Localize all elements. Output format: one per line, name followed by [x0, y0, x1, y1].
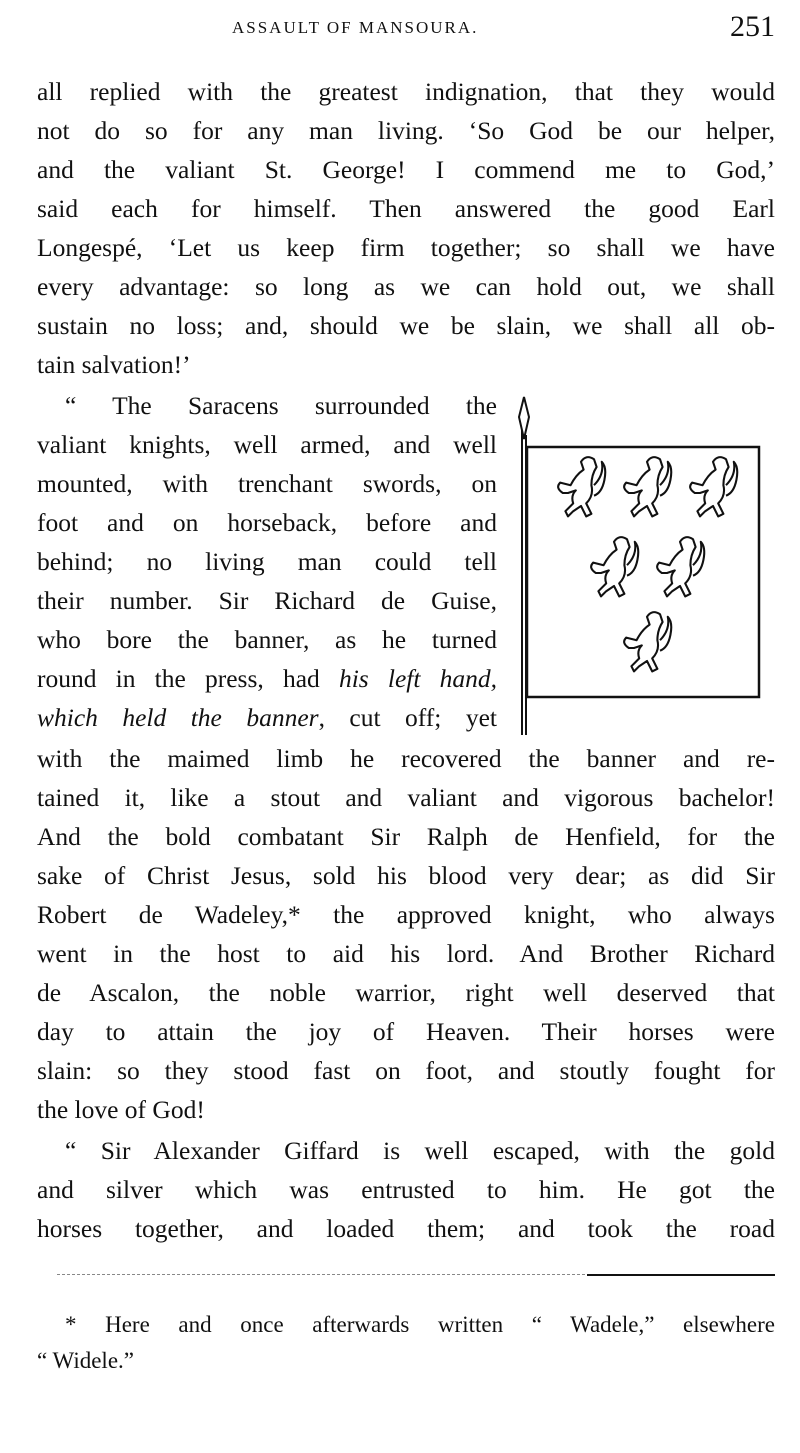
text-line: [37, 698, 497, 737]
text-line: tained it, like a stout and valiant and vigorous bachelor!: [37, 783, 775, 812]
text-line: horses together, and loaded them; and took the road: [37, 1214, 775, 1243]
text-run: round in the press, had: [37, 664, 339, 693]
text-line: [37, 659, 497, 698]
text-line: who bore the banner, as he turned: [37, 625, 497, 654]
text-line: all replied with the greatest indignation, that they would: [37, 77, 775, 106]
text-line: “ Sir Alexander Giffard is well escaped, with the gold: [65, 1136, 775, 1165]
text-line: with the maimed limb he recovered the banner and re-: [37, 744, 775, 773]
text-line: foot and on horseback, before and: [37, 508, 497, 537]
text-line: day to attain the joy of Heaven. Their horses were: [37, 1017, 775, 1046]
footnote-line: “ Widele.”: [37, 1348, 134, 1373]
text-line: every advantage: so long as we can hold out, we shall: [37, 272, 775, 301]
footnote-line: * Here and once afterwards written “ Wadele,” elsewhere: [65, 1312, 775, 1337]
text-line: their number. Sir Richard de Guise,: [37, 586, 497, 615]
text-line: not do so for any man living. ‘So God be our helper,: [37, 116, 775, 145]
text-line: sustain no loss; and, should we be slain, we shall all ob-: [37, 311, 775, 340]
footnote-rule-solid: [587, 1274, 775, 1276]
text-line: the love of God!: [37, 1095, 205, 1124]
running-title: ASSAULT OF MANSOURA.: [232, 18, 479, 37]
text-line: sake of Christ Jesus, sold his blood very dear; as did Sir: [37, 861, 775, 890]
text-line: tain salvation!’: [37, 350, 191, 379]
text-line: de Ascalon, the noble warrior, right well deserved that: [37, 978, 775, 1007]
text-line: slain: so they stood fast on foot, and stoutly fought for: [37, 1056, 775, 1085]
text-run: , cut off; yet: [318, 703, 497, 732]
text-line: Robert de Wadeley,* the approved knight, who always: [37, 900, 775, 929]
text-line: went in the host to aid his lord. And Brother Richard: [37, 939, 775, 968]
banner-illustration: [515, 395, 765, 735]
text-line: behind; no living man could tell: [37, 547, 497, 576]
text-line: and the valiant St. George! I commend me to God,’: [37, 155, 775, 184]
text-line: mounted, with trenchant swords, on: [37, 469, 497, 498]
text-line: And the bold combatant Sir Ralph de Henfield, for the: [37, 822, 775, 851]
italic-run: his left hand,: [338, 664, 497, 693]
text-line: “ The Saracens surrounded the: [65, 391, 497, 420]
text-line: Longespé, ‘Let us keep firm together; so shall we have: [37, 233, 775, 262]
text-line: said each for himself. Then answered the good Earl: [37, 194, 775, 223]
running-head: [37, 10, 775, 43]
text-line: valiant knights, well armed, and well: [37, 430, 497, 459]
italic-run: which held the banner: [37, 703, 319, 732]
text-line: and silver which was entrusted to him. He got the: [37, 1175, 775, 1204]
page-number: 251: [730, 10, 775, 43]
